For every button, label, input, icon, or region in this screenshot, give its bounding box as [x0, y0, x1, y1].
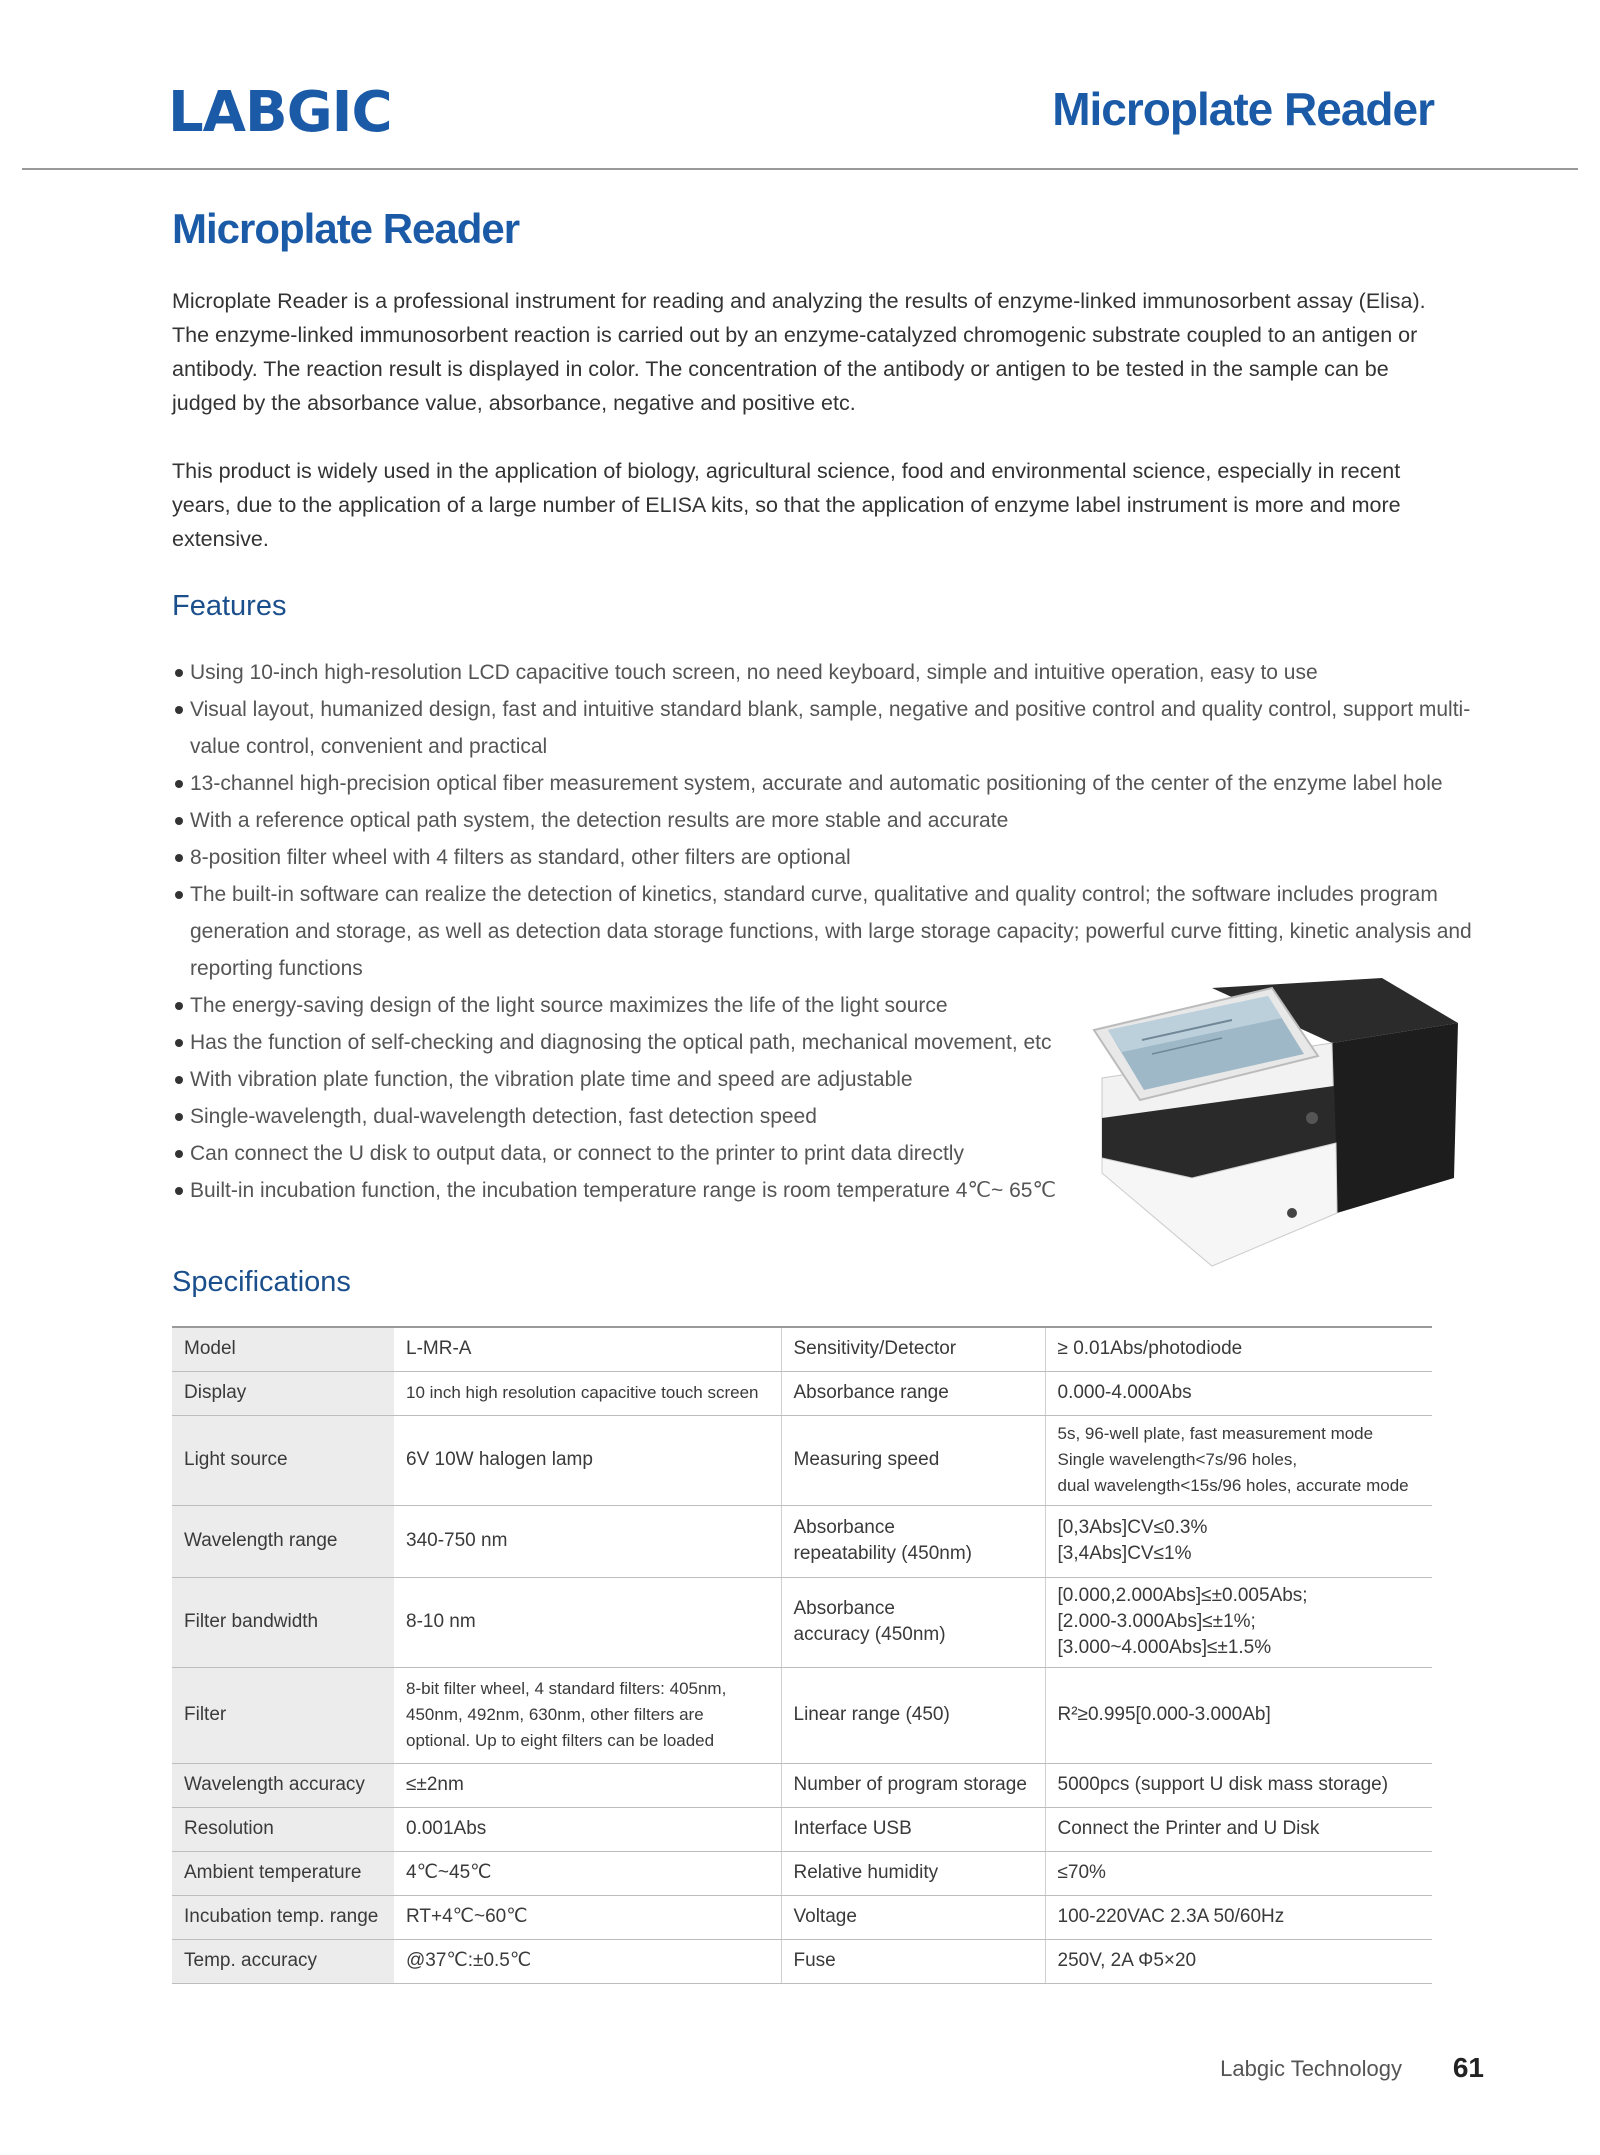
header-divider: [22, 168, 1578, 170]
spec-value: 0.000-4.000Abs: [1045, 1371, 1432, 1415]
spec-value: 340-750 nm: [394, 1505, 781, 1577]
spec-value: [394, 1667, 781, 1763]
spec-label-line: Absorbance: [793, 1598, 895, 1619]
spec-label: [781, 1505, 1045, 1577]
spec-value: 5000pcs (support U disk mass storage): [1045, 1763, 1432, 1807]
spec-value-line: dual wavelength<15s/96 holes, accurate mode: [1057, 1476, 1409, 1495]
intro-paragraph-2: This product is widely used in the application of biology, agricultural science, food and environmental science, especially in recent years, due to the application of a large number of ELISA kits, so that the application of enzyme label instrument is more and more extensive.: [172, 459, 1401, 551]
table-row: [172, 1577, 1432, 1667]
spec-label-line: accuracy (450nm): [793, 1624, 946, 1645]
spec-label: Temp. accuracy: [172, 1939, 394, 1983]
spec-value: 10 inch high resolution capacitive touch screen: [394, 1371, 781, 1415]
table-row: [172, 1371, 1432, 1415]
page-title: Microplate Reader: [172, 205, 520, 252]
spec-value-line: [0.000,2.000Abs]≤±0.005Abs;: [1057, 1585, 1308, 1606]
spec-value: 6V 10W halogen lamp: [394, 1415, 781, 1505]
spec-value: [1045, 1415, 1432, 1505]
spec-label: Incubation temp. range: [172, 1895, 394, 1939]
spec-label: Ambient temperature: [172, 1851, 394, 1895]
spec-value: L-MR-A: [394, 1327, 781, 1371]
spec-value-line: [3,4Abs]CV≤1%: [1057, 1543, 1192, 1564]
feature-item: Visual layout, humanized design, fast and intuitive standard blank, sample, negative and positive control and quality control, support multi-value control, convenient and practical: [172, 691, 1472, 765]
spec-label: Sensitivity/Detector: [781, 1327, 1045, 1371]
spec-label: Wavelength accuracy: [172, 1763, 394, 1807]
spec-value: ≤±2nm: [394, 1763, 781, 1807]
feature-item: 13-channel high-precision optical fiber measurement system, accurate and automatic positioning of the center of the enzyme label hole: [172, 765, 1472, 802]
spec-label: Resolution: [172, 1807, 394, 1851]
spec-value: 4℃~45℃: [394, 1851, 781, 1895]
spec-value: ≤70%: [1045, 1851, 1432, 1895]
table-row: [172, 1667, 1432, 1763]
spec-label: Model: [172, 1327, 394, 1371]
spec-label: Voltage: [781, 1895, 1045, 1939]
spec-label-line: repeatability (450nm): [793, 1543, 972, 1564]
spec-label: Wavelength range: [172, 1505, 394, 1577]
spec-label: Relative humidity: [781, 1851, 1045, 1895]
table-row: [172, 1851, 1432, 1895]
spec-value: RT+4℃~60℃: [394, 1895, 781, 1939]
table-row: [172, 1763, 1432, 1807]
labgic-logo: LABGIC: [168, 80, 392, 145]
spec-label: Fuse: [781, 1939, 1045, 1983]
specifications-table: [172, 1326, 1432, 1984]
feature-item: Built-in incubation function, the incubation temperature range is room temperature 4℃~ 65℃: [172, 1172, 1472, 1209]
spec-label: Light source: [172, 1415, 394, 1505]
feature-item: With vibration plate function, the vibration plate time and speed are adjustable: [172, 1061, 1472, 1098]
features-heading: Features: [172, 590, 287, 622]
microplate-reader-product-image: [1082, 968, 1462, 1268]
table-row: [172, 1415, 1432, 1505]
feature-item: Has the function of self-checking and diagnosing the optical path, mechanical movement, etc: [172, 1024, 1090, 1061]
feature-item: Single-wavelength, dual-wavelength detection, fast detection speed: [172, 1098, 1472, 1135]
spec-value: ≥ 0.01Abs/photodiode: [1045, 1327, 1432, 1371]
spec-value: 100-220VAC 2.3A 50/60Hz: [1045, 1895, 1432, 1939]
specifications-heading: Specifications: [172, 1266, 351, 1298]
feature-item: With a reference optical path system, the detection results are more stable and accurate: [172, 802, 1472, 839]
spec-label: Filter: [172, 1667, 394, 1763]
spec-value: R²≥0.995[0.000-3.000Ab]: [1045, 1667, 1432, 1763]
table-row: [172, 1505, 1432, 1577]
spec-value-line: [2.000-3.000Abs]≤±1%;: [1057, 1611, 1256, 1632]
table-row: [172, 1939, 1432, 1983]
spec-value-line: 450nm, 492nm, 630nm, other filters are: [406, 1705, 704, 1724]
spec-label-line: Absorbance: [793, 1517, 895, 1538]
page-number: 61: [1452, 2052, 1484, 2083]
spec-value: 8-10 nm: [394, 1577, 781, 1667]
spec-label: [781, 1577, 1045, 1667]
feature-item: The built-in software can realize the detection of kinetics, standard curve, qualitative and quality control; the software includes program generation and storage, as well as detection data storage functions, with large storage capacity; powerful curve fitting, kinetic analysis and reporting functions: [172, 876, 1472, 987]
table-row: [172, 1327, 1432, 1371]
spec-value: @37℃:±0.5℃: [394, 1939, 781, 1983]
spec-value: 250V, 2A Φ5×20: [1045, 1939, 1432, 1983]
table-row: [172, 1895, 1432, 1939]
spec-value-line: 8-bit filter wheel, 4 standard filters: 405nm,: [406, 1679, 727, 1698]
spec-value: [1045, 1505, 1432, 1577]
feature-item: Using 10-inch high-resolution LCD capacitive touch screen, no need keyboard, simple and intuitive operation, easy to use: [172, 654, 1472, 691]
spec-label: Display: [172, 1371, 394, 1415]
spec-value-line: [3.000~4.000Abs]≤±1.5%: [1057, 1637, 1272, 1658]
table-row: [172, 1807, 1432, 1851]
spec-label: Number of program storage: [781, 1763, 1045, 1807]
spec-value-line: Single wavelength<7s/96 holes,: [1057, 1450, 1298, 1469]
spec-value: 0.001Abs: [394, 1807, 781, 1851]
spec-value: Connect the Printer and U Disk: [1045, 1807, 1432, 1851]
spec-value-line: optional. Up to eight filters can be loaded: [406, 1731, 715, 1750]
spec-label: Absorbance range: [781, 1371, 1045, 1415]
footer-company-name: Labgic Technology: [1220, 2056, 1402, 2081]
intro-paragraph-1: Microplate Reader is a professional instrument for reading and analyzing the results of enzyme-linked immunosorbent assay (Elisa). The enzyme-linked immunosorbent reaction is carried out by an enzyme-catalyzed chromogenic substrate coupled to an antigen or antibody. The reaction result is displayed in color. The concentration of the antibody or antigen to be tested in the sample can be judged by the absorbance value, absorbance, negative and positive etc.: [172, 289, 1426, 415]
spec-label: Interface USB: [781, 1807, 1045, 1851]
spec-value: [1045, 1577, 1432, 1667]
spec-label: Linear range (450): [781, 1667, 1045, 1763]
intro-text: [172, 284, 1442, 590]
spec-label: Filter bandwidth: [172, 1577, 394, 1667]
spec-value-line: [0,3Abs]CV≤0.3%: [1057, 1517, 1208, 1538]
spec-label: Measuring speed: [781, 1415, 1045, 1505]
feature-item: Can connect the U disk to output data, or connect to the printer to print data directly: [172, 1135, 1472, 1172]
header-title: Microplate Reader: [1052, 83, 1434, 135]
spec-value-line: 5s, 96-well plate, fast measurement mode: [1057, 1424, 1374, 1443]
feature-item: The energy-saving design of the light source maximizes the life of the light source: [172, 987, 1472, 1024]
feature-item: 8-position filter wheel with 4 filters as standard, other filters are optional: [172, 839, 1472, 876]
